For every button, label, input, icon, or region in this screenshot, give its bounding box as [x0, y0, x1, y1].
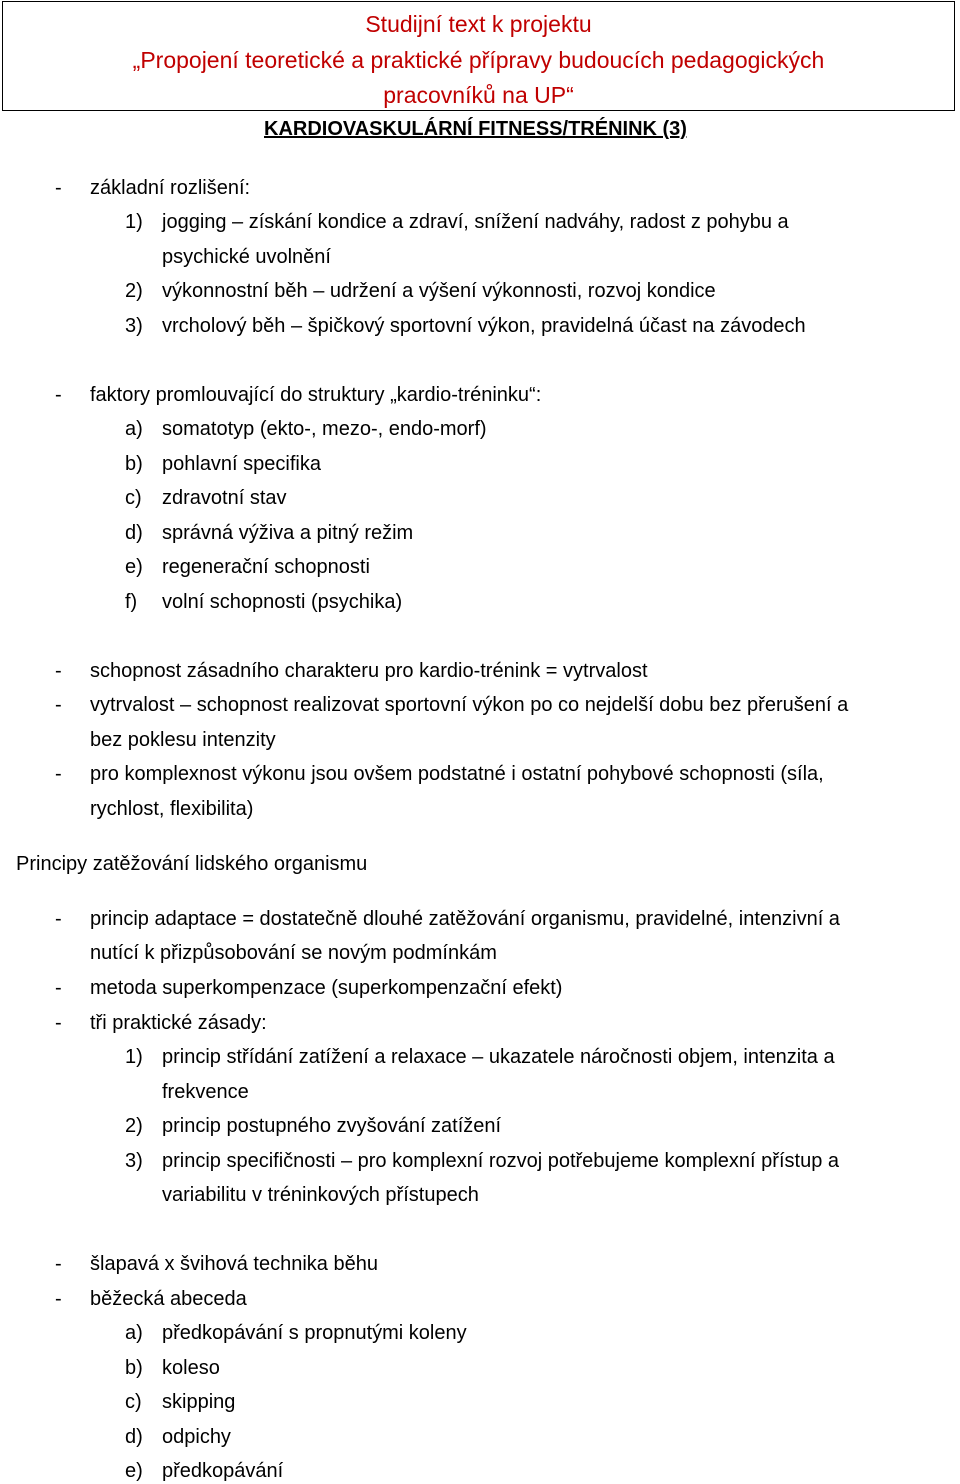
bullet-dash: -	[55, 763, 62, 785]
list-marker: 3)	[125, 1150, 143, 1172]
header-line-3: pracovníků na UP“	[383, 82, 574, 108]
section-intro: základní rozlišení:	[90, 177, 251, 199]
bullet-dash: -	[55, 977, 62, 999]
bullet-dash: -	[55, 1012, 62, 1034]
list-item: volní schopnosti (psychika)	[162, 591, 403, 613]
bullet-text-cont: nutící k přizpůsobování se novým podmínkám	[90, 942, 497, 964]
section-intro: faktory promlouvající do struktury „kardio-tréninku“:	[90, 384, 542, 406]
list-marker: 1)	[125, 1046, 143, 1068]
list-marker: 1)	[125, 211, 143, 233]
list-item: odpichy	[162, 1426, 231, 1448]
list-item: skipping	[162, 1391, 236, 1413]
list-item-cont: frekvence	[162, 1081, 249, 1103]
bullet-dash: -	[55, 384, 62, 406]
bullet-dash: -	[55, 908, 62, 930]
bullet-dash: -	[55, 1288, 62, 1310]
list-item: princip specifičnosti – pro komplexní rozvoj potřebujeme komplexní přístup a	[162, 1150, 839, 1172]
list-item: koleso	[162, 1357, 220, 1379]
list-item: somatotyp (ekto-, mezo-, endo-morf)	[162, 418, 487, 440]
list-item: vrcholový běh – špičkový sportovní výkon, pravidelná účast na závodech	[162, 315, 806, 337]
list-marker: a)	[125, 1322, 143, 1344]
header-line-1: Studijní text k projektu	[365, 11, 592, 37]
list-marker: 3)	[125, 315, 143, 337]
bullet-text: tři praktické zásady:	[90, 1012, 267, 1034]
bullet-text-cont: rychlost, flexibilita)	[90, 798, 254, 820]
bullet-dash: -	[55, 660, 62, 682]
list-marker: 2)	[125, 1115, 143, 1137]
list-marker: e)	[125, 556, 143, 578]
list-marker: a)	[125, 418, 143, 440]
list-item: regenerační schopnosti	[162, 556, 370, 578]
list-marker: d)	[125, 1426, 143, 1448]
list-item: princip postupného zvyšování zatížení	[162, 1115, 502, 1137]
bullet-text: metoda superkompenzace (superkompenzační efekt)	[90, 977, 563, 999]
list-marker: d)	[125, 522, 143, 544]
section-heading: Principy zatěžování lidského organismu	[16, 853, 368, 875]
bullet-text-cont: bez poklesu intenzity	[90, 729, 276, 751]
document-title: KARDIOVASKULÁRNÍ FITNESS/TRÉNINK (3)	[264, 118, 687, 140]
list-item: předkopávání s propnutými koleny	[162, 1322, 467, 1344]
bullet-text: běžecká abeceda	[90, 1288, 247, 1310]
bullet-text: princip adaptace = dostatečně dlouhé zatěžování organismu, pravidelné, intenzivní a	[90, 908, 840, 930]
list-item: předkopávání	[162, 1460, 284, 1482]
bullet-text: schopnost zásadního charakteru pro kardio-trénink = vytrvalost	[90, 660, 648, 682]
bullet-text: šlapavá x švihová technika běhu	[90, 1253, 378, 1275]
list-marker: b)	[125, 453, 143, 475]
project-header	[2, 1, 955, 111]
bullet-text: pro komplexnost výkonu jsou ovšem podstatné i ostatní pohybové schopnosti (síla,	[90, 763, 824, 785]
list-marker: c)	[125, 487, 142, 509]
list-item-cont: variabilitu v tréninkových přístupech	[162, 1184, 479, 1206]
list-item: výkonnostní běh – udržení a výšení výkonnosti, rozvoj kondice	[162, 280, 716, 302]
list-item: správná výživa a pitný režim	[162, 522, 414, 544]
list-marker: f)	[125, 591, 138, 613]
bullet-text: vytrvalost – schopnost realizovat sportovní výkon po co nejdelší dobu bez přerušení a	[90, 694, 849, 716]
bullet-dash: -	[55, 177, 62, 199]
header-line-2: „Propojení teoretické a praktické přípravy budoucích pedagogických	[132, 47, 825, 73]
list-item-cont: psychické uvolnění	[162, 246, 331, 268]
list-item: princip střídání zatížení a relaxace – ukazatele náročnosti objem, intenzita a	[162, 1046, 835, 1068]
list-item: jogging – získání kondice a zdraví, snížení nadváhy, radost z pohybu a	[162, 211, 789, 233]
bullet-dash: -	[55, 694, 62, 716]
list-marker: b)	[125, 1357, 143, 1379]
list-marker: e)	[125, 1460, 143, 1482]
list-marker: 2)	[125, 280, 143, 302]
list-item: zdravotní stav	[162, 487, 287, 509]
list-marker: c)	[125, 1391, 142, 1413]
list-item: pohlavní specifika	[162, 453, 321, 475]
bullet-dash: -	[55, 1253, 62, 1275]
